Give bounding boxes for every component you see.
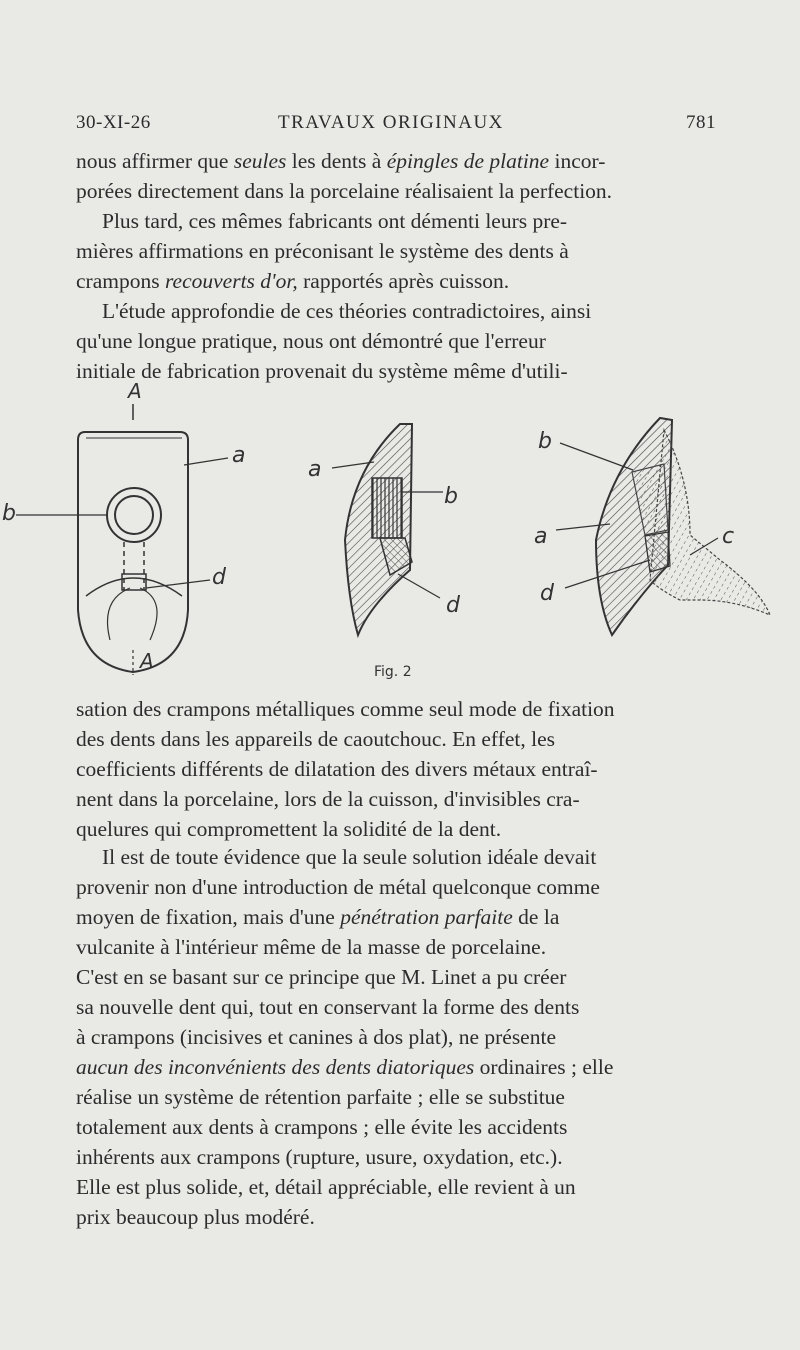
label-b-fig1: b: [2, 501, 16, 526]
figure-caption: Fig. 2: [374, 664, 412, 680]
label-d-fig3: d: [540, 581, 554, 606]
label-A-bottom: A: [140, 649, 154, 673]
text-line: réalise un système de rétention parfaite ; elle se substitue: [76, 1085, 565, 1109]
text-line: quelures qui compromettent la solidité de la dent.: [76, 817, 502, 841]
figure-2-illustration: [0, 380, 800, 700]
label-b-fig2: b: [444, 484, 458, 509]
label-b-fig3: b: [538, 429, 552, 454]
text-line: qu'une longue pratique, nous ont démontré que l'erreur: [76, 329, 546, 353]
tooth-section-with-vulcanite: [556, 418, 770, 635]
running-header: [76, 112, 716, 142]
label-c-fig3: c: [722, 524, 735, 549]
text-line: C'est en se basant sur ce principe que M. Linet a pu créer: [76, 965, 567, 989]
paragraph-2: [76, 206, 720, 296]
header-date: 30-XI-26: [76, 112, 151, 133]
label-a-fig3: a: [534, 524, 548, 549]
text-line: prix beaucoup plus modéré.: [76, 1205, 315, 1229]
text-line: vulcanite à l'intérieur même de la masse de porcelaine.: [76, 935, 547, 959]
text-line: Plus tard, ces mêmes fabricants ont démenti leurs pre-: [102, 209, 568, 233]
text-line: à crampons (incisives et canines à dos plat), ne présente: [76, 1025, 556, 1049]
text-line: nous affirmer que seules les dents à épingles de platine incor-: [76, 149, 606, 173]
text-line: Elle est plus solide, et, détail appréciable, elle revient à un: [76, 1175, 576, 1199]
paragraph-5: [76, 842, 720, 1232]
text-line: sation des crampons métalliques comme seul mode de fixation: [76, 697, 615, 721]
text-line: Il est de toute évidence que la seule solution idéale devait: [102, 845, 597, 869]
label-d-fig1: d: [212, 565, 226, 590]
text-line: porées directement dans la porcelaine réalisaient la perfection.: [76, 179, 613, 203]
tooth-cross-section: [332, 424, 443, 635]
text-line: des dents dans les appareils de caoutchouc. En effet, les: [76, 727, 556, 751]
paragraph-4: [76, 694, 720, 844]
header-section-title: TRAVAUX ORIGINAUX: [278, 112, 504, 133]
text-line: aucun des inconvénients des dents diatoriques ordinaires ; elle: [76, 1055, 614, 1079]
label-d-fig2: d: [446, 593, 460, 618]
page-number: 781: [686, 112, 716, 133]
text-line: initiale de fabrication provenait du système même d'utili-: [76, 359, 568, 383]
label-a-fig2: a: [308, 457, 322, 482]
label-A-top: A: [128, 380, 142, 403]
text-line: totalement aux dents à crampons ; elle évite les accidents: [76, 1115, 568, 1139]
text-line: inhérents aux crampons (rupture, usure, oxydation, etc.).: [76, 1145, 563, 1169]
paragraph-1: [76, 146, 720, 206]
tooth-front-view: [16, 404, 228, 675]
label-a-fig1: a: [232, 443, 246, 468]
text-line: sa nouvelle dent qui, tout en conservant la forme des dents: [76, 995, 580, 1019]
text-line: mières affirmations en préconisant le système des dents à: [76, 239, 569, 263]
text-line: provenir non d'une introduction de métal quelconque comme: [76, 875, 600, 899]
text-line: L'étude approfondie de ces théories contradictoires, ainsi: [102, 299, 592, 323]
text-line: nent dans la porcelaine, lors de la cuisson, d'invisibles cra-: [76, 787, 580, 811]
paragraph-3: [76, 296, 720, 386]
text-line: crampons recouverts d'or, rapportés après cuisson.: [76, 269, 510, 293]
text-line: coefficients différents de dilatation des divers métaux entraî-: [76, 757, 598, 781]
text-line: moyen de fixation, mais d'une pénétration parfaite de la: [76, 905, 560, 929]
